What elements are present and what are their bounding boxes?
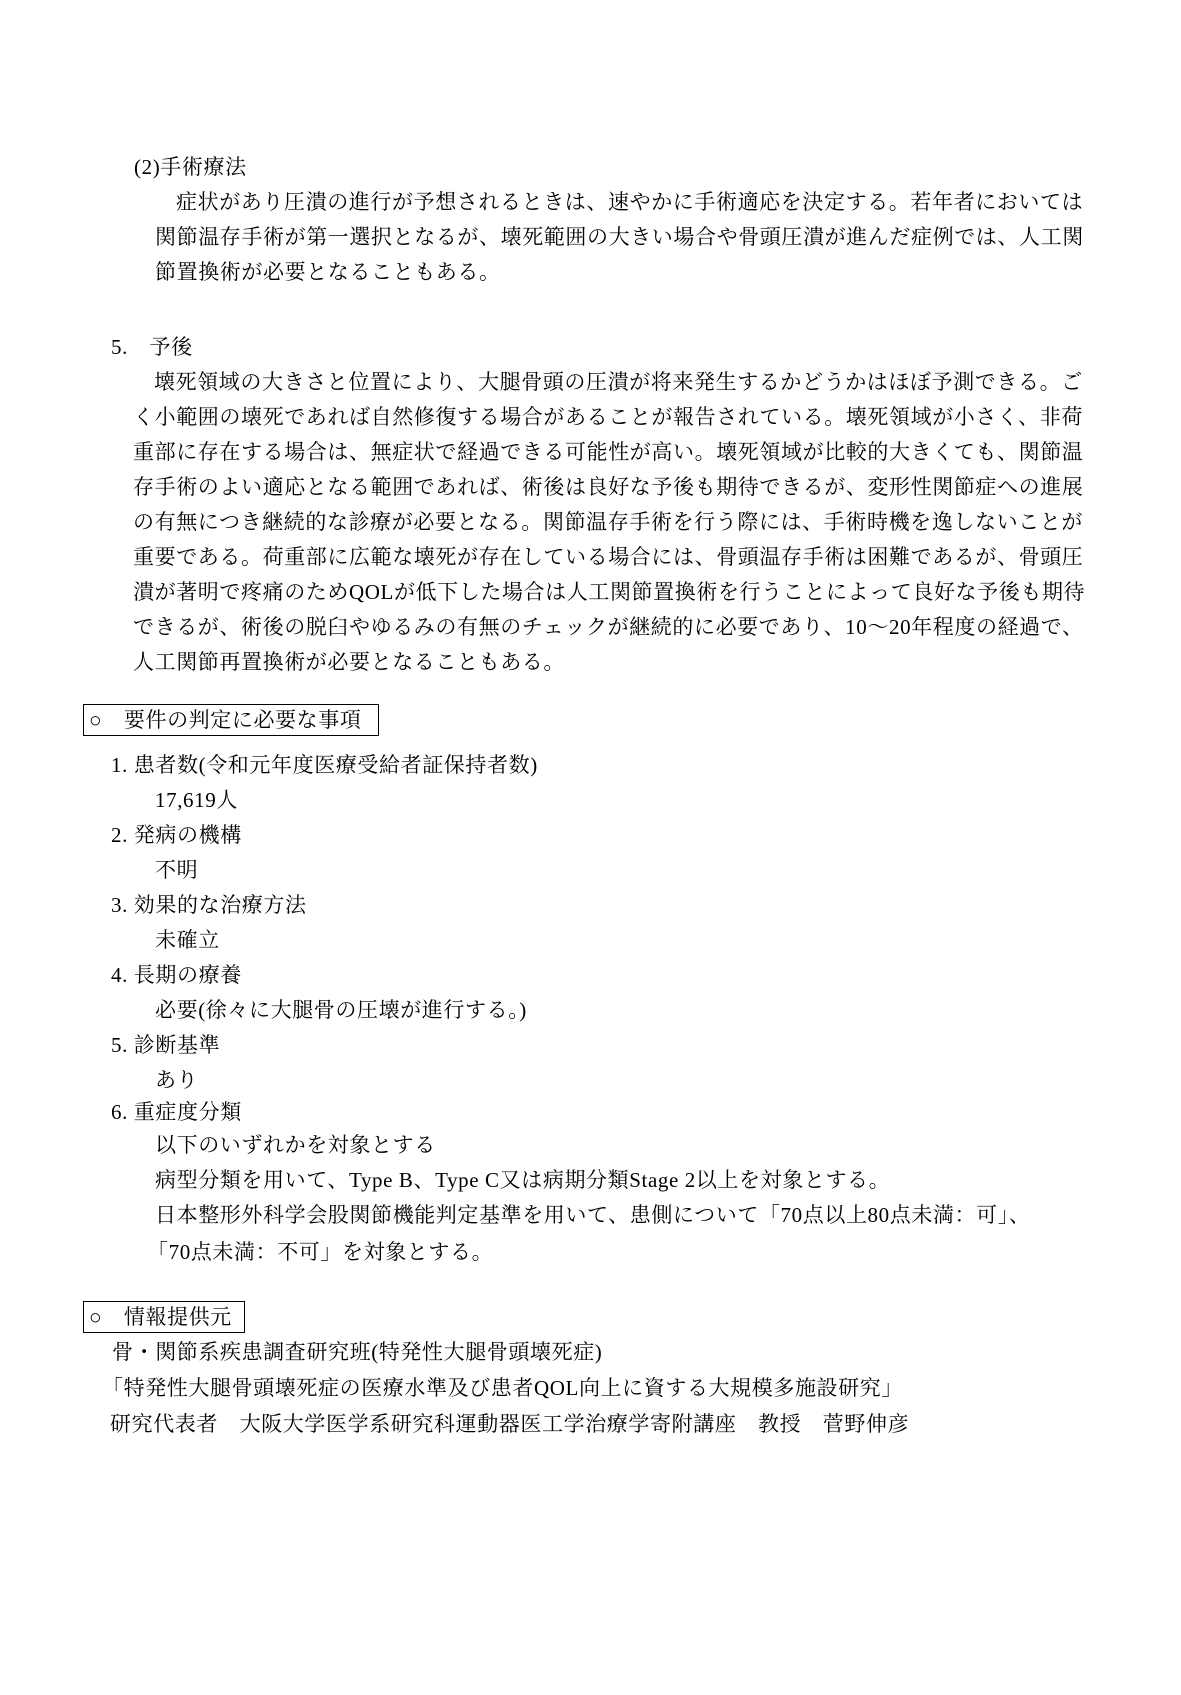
requirement-item-label: 6. 重症度分類 [111,1100,242,1124]
requirement-item-value: 日本整形外科学会股関節機能判定基準を用いて、患側について「70点以上80点未満：可」、 [155,1203,1031,1227]
source-box-title: ○ 情報提供元 [83,1301,245,1333]
prognosis-paragraph-line: 存手術のよい適応となる範囲であれば、術後は良好な予後も期待できるが、変形性関節症への進展 [133,475,1084,499]
prognosis-paragraph-line: できるが、術後の脱臼やゆるみの有無のチェックが継続的に必要であり、10～20年程度の経過で、 [133,615,1084,639]
requirement-item-label: 4. 長期の療養 [111,963,242,987]
prognosis-paragraph-line: 潰が著明で疼痛のためQOLが低下した場合は人工関節置換術を行うことによって良好な予後も期待 [133,580,1086,604]
requirement-item-value: 17,619人 [155,788,238,812]
requirement-item-value: 「70点未満：不可」を対象とする。 [147,1240,494,1264]
surgery-paragraph-line: 関節温存手術が第一選択となるが、壊死範囲の大きい場合や骨頭圧潰が進んだ症例では、人工関 [155,225,1084,249]
source-line: 「特発性大腿骨頭壊死症の医療水準及び患者QOL向上に資する大規模多施設研究」 [102,1376,903,1400]
prognosis-paragraph-line: 壊死領域の大きさと位置により、大腿骨頭の圧潰が将来発生するかどうかはほぼ予測できる。ご [154,370,1083,394]
source-line: 骨・関節系疾患調査研究班(特発性大腿骨頭壊死症) [112,1340,603,1364]
prognosis-section-heading: 5. 予後 [111,335,193,359]
requirements-box-title: ○ 要件の判定に必要な事項 [83,704,379,736]
requirement-item-value: 不明 [155,858,199,882]
prognosis-paragraph-line: 人工関節再置換術が必要となることもある。 [133,650,565,674]
requirement-item-value: 病型分類を用いて、Type B、Type C又は病期分類Stage 2以上を対象とする。 [155,1168,891,1192]
requirement-item-value: 以下のいずれかを対象とする [155,1133,436,1157]
prognosis-paragraph-line: 重要である。荷重部に広範な壊死が存在している場合には、骨頭温存手術は困難であるが、骨頭圧 [133,545,1084,569]
requirement-item-value: あり [155,1068,199,1092]
requirement-item-label: 3. 効果的な治療方法 [111,893,307,917]
surgery-paragraph-line: 症状があり圧潰の進行が予想されるときは、速やかに手術適応を決定する。若年者においては [176,190,1084,214]
requirement-item-value: 未確立 [155,928,220,952]
prognosis-paragraph-line: く小範囲の壊死であれば自然修復する場合があることが報告されている。壊死領域が小さく、非荷 [133,405,1083,429]
requirement-item-label: 5. 診断基準 [111,1033,221,1057]
source-line: 研究代表者 大阪大学医学系研究科運動器医工学治療学寄附講座 教授 菅野伸彦 [110,1412,910,1436]
requirement-item-label: 1. 患者数(令和元年度医療受給者証保持者数) [111,753,538,777]
requirement-item-value: 必要(徐々に大腿骨の圧壊が進行する。) [155,998,527,1022]
requirement-item-label: 2. 発病の機構 [111,823,242,847]
surgery-section-heading: (2)手術療法 [134,155,247,179]
prognosis-paragraph-line: 重部に存在する場合は、無症状で経過できる可能性が高い。壊死領域が比較的大きくても、関節温 [133,440,1084,464]
prognosis-paragraph-line: の有無につき継続的な診療が必要となる。関節温存手術を行う際には、手術時機を逸しないことが [133,510,1083,534]
surgery-paragraph-line: 節置換術が必要となることもある。 [155,260,501,284]
